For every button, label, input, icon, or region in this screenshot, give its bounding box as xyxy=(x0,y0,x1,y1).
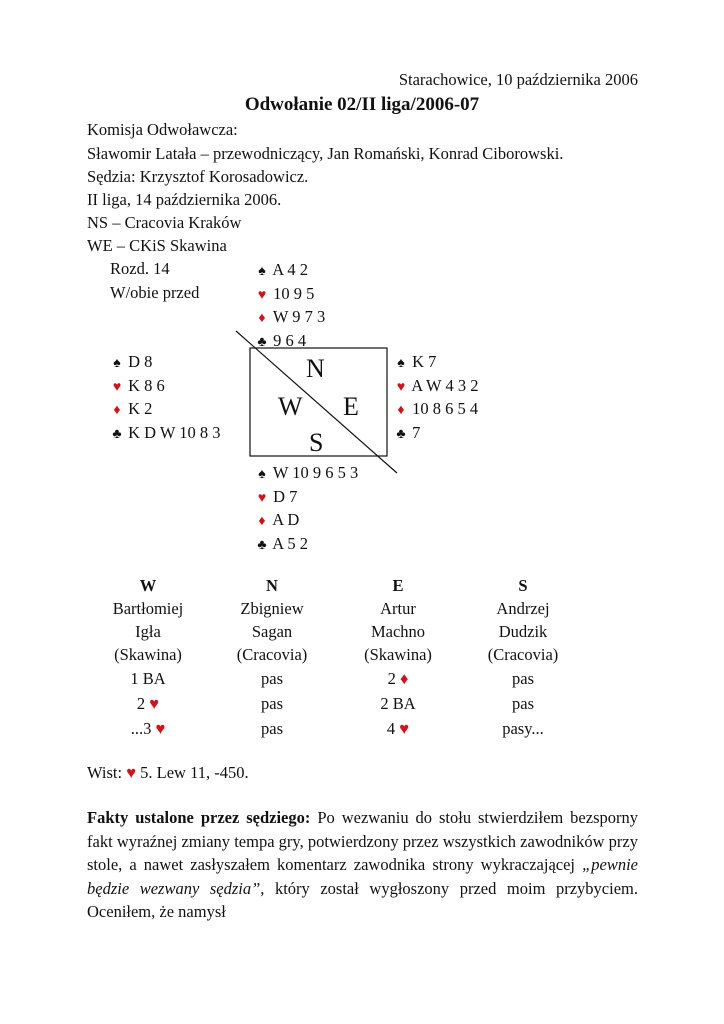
compass-west: W xyxy=(278,392,303,421)
facts-text-2: , który został wygłoszony przed moim przybyciem. Oceniłem, że namysł xyxy=(87,878,638,921)
diamond-icon: ♦ xyxy=(399,669,409,688)
north-diamonds: ♦ W 9 7 3 xyxy=(255,305,325,329)
vulnerability: W/obie przed xyxy=(110,283,200,302)
seat-label: N xyxy=(266,576,278,595)
spade-icon: ♠ xyxy=(397,356,405,371)
heart-icon: ♥ xyxy=(126,763,137,782)
west-spades: ♠ D 8 xyxy=(110,350,221,374)
heart-icon: ♥ xyxy=(149,694,160,713)
bidding-column-e xyxy=(333,574,463,740)
bid: pas xyxy=(261,694,283,713)
bid: pasy... xyxy=(502,719,544,738)
team-name: (Cracovia) xyxy=(236,645,308,664)
player-first-name: Artur xyxy=(380,599,416,618)
seat-label: E xyxy=(392,576,404,595)
club-icon: ♣ xyxy=(257,334,267,350)
bidding-column-w xyxy=(83,574,213,740)
document-title: Odwołanie 02/II liga/2006-07 xyxy=(244,94,480,115)
heart-icon: ♥ xyxy=(257,287,267,303)
heart-icon: ♥ xyxy=(257,490,267,506)
player-last-name: Sagan xyxy=(251,622,293,641)
bid: pas xyxy=(512,669,534,688)
facts-heading: Fakty ustalone przez sędziego: xyxy=(87,808,311,827)
bid: ...3 ♥ xyxy=(130,719,166,738)
north-hearts: ♥ 10 9 5 xyxy=(255,282,325,306)
club-icon: ♣ xyxy=(257,537,267,553)
west-hand xyxy=(110,350,221,444)
bid: pas xyxy=(261,719,283,738)
diamond-icon: ♦ xyxy=(397,403,405,418)
seat-label: W xyxy=(139,576,157,595)
bid: 1 BA xyxy=(130,669,166,688)
player-first-name: Andrzej xyxy=(496,599,550,618)
west-clubs: ♣ K D W 10 8 3 xyxy=(110,421,221,445)
diamond-icon: ♦ xyxy=(258,311,266,326)
seat-label: S xyxy=(518,576,528,595)
heart-icon: ♥ xyxy=(399,719,410,738)
bid: 2 BA xyxy=(380,694,416,713)
south-clubs: ♣ A 5 2 xyxy=(255,532,358,556)
we-team: WE – CKiS Skawina xyxy=(87,236,227,255)
lead-result: 5. Lew 11, -450. xyxy=(140,763,249,782)
bid: 2 ♥ xyxy=(136,694,160,713)
league-date: II liga, 14 października 2006. xyxy=(87,190,282,209)
east-spades: ♠ K 7 xyxy=(394,350,478,374)
bid: 2 ♦ xyxy=(387,669,409,688)
east-diamonds: ♦ 10 8 6 5 4 xyxy=(394,397,478,421)
bid: pas xyxy=(512,694,534,713)
team-name: (Skawina) xyxy=(364,645,432,664)
spade-icon: ♠ xyxy=(113,356,121,371)
team-name: (Cracovia) xyxy=(487,645,559,664)
board-number: Rozd. 14 xyxy=(110,259,170,278)
compass-east: E xyxy=(343,392,359,421)
player-first-name: Zbigniew xyxy=(240,599,304,618)
referee: Sędzia: Krzysztof Korosadowicz. xyxy=(87,167,309,186)
east-clubs: ♣ 7 xyxy=(394,421,478,445)
facts-text-1: Po wezwaniu do stołu stwierdziłem bezsporny fakt wyraźnej zmiany tempa gry, potwierdzony przez wszystkich zawodników przy stole, a nawet zasłyszałem komentarz zawodnika strony wykraczającej xyxy=(87,808,638,874)
north-clubs: ♣ 9 6 4 xyxy=(255,329,325,353)
south-hearts: ♥ D 7 xyxy=(255,485,358,509)
heart-icon: ♥ xyxy=(155,719,166,738)
heart-icon: ♥ xyxy=(396,379,406,395)
east-hand xyxy=(394,350,478,444)
player-last-name: Igła xyxy=(135,622,161,641)
bidding-column-s xyxy=(458,574,588,740)
compass-north: N xyxy=(306,354,325,383)
compass-south: S xyxy=(309,428,324,457)
diamond-icon: ♦ xyxy=(113,403,121,418)
heart-icon: ♥ xyxy=(112,379,122,395)
spade-icon: ♠ xyxy=(258,467,266,482)
facts-quote: „pewnie będzie wezwany sędzia” xyxy=(87,855,638,898)
lead-label: Wist: xyxy=(87,763,123,782)
place-date: Starachowice, 10 października 2006 xyxy=(398,70,638,89)
west-hearts: ♥ K 8 6 xyxy=(110,374,221,398)
south-diamonds: ♦ A D xyxy=(255,508,358,532)
diamond-icon: ♦ xyxy=(258,514,266,529)
player-last-name: Dudzik xyxy=(498,622,548,641)
opening-lead xyxy=(87,763,249,783)
club-icon: ♣ xyxy=(112,426,122,442)
south-spades: ♠ W 10 9 6 5 3 xyxy=(255,461,358,485)
club-icon: ♣ xyxy=(396,426,406,442)
bid: 4 ♥ xyxy=(386,719,410,738)
east-hearts: ♥ A W 4 3 2 xyxy=(394,374,478,398)
player-last-name: Machno xyxy=(370,622,426,641)
facts-paragraph xyxy=(87,806,638,924)
committee-label: Komisja Odwoławcza: xyxy=(87,120,238,139)
ns-team: NS – Cracovia Kraków xyxy=(87,213,242,232)
player-first-name: Bartłomiej xyxy=(112,599,184,618)
west-diamonds: ♦ K 2 xyxy=(110,397,221,421)
committee-members: Sławomir Latała – przewodniczący, Jan Romański, Konrad Ciborowski. xyxy=(87,144,564,163)
bid: pas xyxy=(261,669,283,688)
spade-icon: ♠ xyxy=(258,264,266,279)
bidding-column-n xyxy=(207,574,337,740)
team-name: (Skawina) xyxy=(114,645,182,664)
north-spades: ♠ A 4 2 xyxy=(255,258,325,282)
